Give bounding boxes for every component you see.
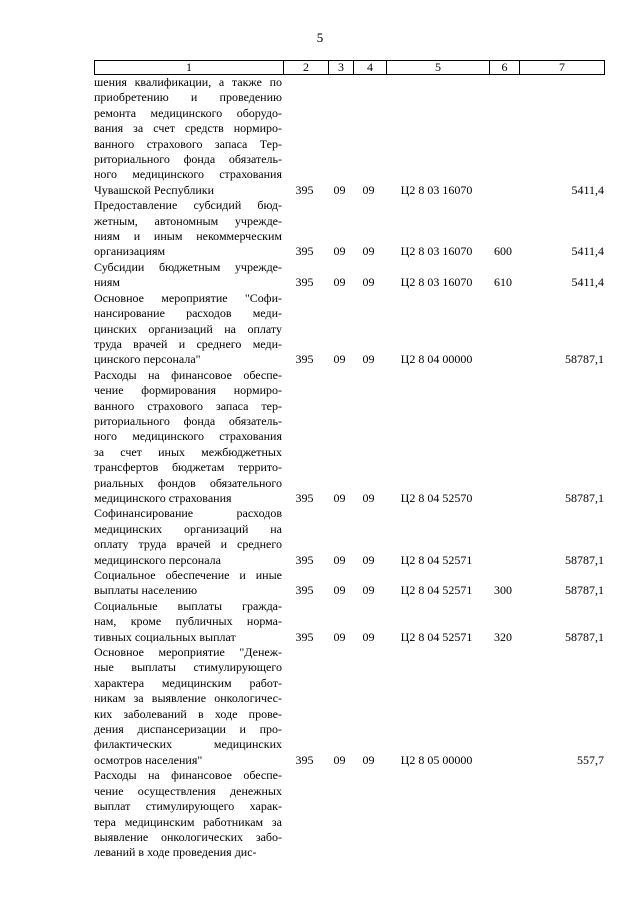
- description-line: ниям и иным некоммерческим: [94, 229, 282, 244]
- description-line: Предоставление субсидий бюд-: [94, 198, 282, 213]
- description-line: цинских организаций на оплату: [94, 321, 282, 336]
- description-line: тера медицинским работникам за: [94, 814, 282, 829]
- description-line: Софинансирование расходов: [94, 506, 282, 521]
- description-line: Социальные выплаты гражда-: [94, 598, 282, 613]
- row-cell-c7: 58787,1: [565, 629, 604, 644]
- table-row: [94, 260, 604, 291]
- row-cell-c2: 395: [295, 629, 314, 644]
- row-description: [94, 260, 282, 291]
- description-line: Расходы на финансовое обеспе-: [94, 367, 282, 382]
- description-line: ремонта медицинского оборудо-: [94, 105, 282, 120]
- row-cell-c7: 557,7: [577, 752, 604, 767]
- row-cell-c5: Ц2 8 04 52571: [400, 552, 473, 567]
- description-line: оплату труда врачей и среднего: [94, 537, 282, 552]
- row-cell-c4: 09: [362, 244, 375, 259]
- description-line: никам за выявление онкологичес-: [94, 691, 282, 706]
- row-cell-c7: 58787,1: [565, 583, 604, 598]
- description-line: шения квалификации, а также по: [94, 75, 282, 89]
- row-cell-c3: 09: [333, 182, 346, 197]
- description-line: ного медицинского страхования: [94, 167, 282, 182]
- row-cell-c4: 09: [362, 490, 375, 505]
- row-cell-c5: Ц2 8 03 16070: [400, 182, 473, 197]
- row-description: [94, 198, 282, 260]
- row-cell-c3: 09: [333, 244, 346, 259]
- description-line: нам, кроме публичных норма-: [94, 614, 282, 629]
- row-cell-c5: Ц2 8 03 16070: [400, 244, 473, 259]
- table-row: [94, 599, 604, 645]
- column-header-1: 1: [95, 61, 284, 75]
- description-line: риториального фонда обязатель-: [94, 152, 282, 167]
- row-cell-c7: 5411,4: [571, 244, 604, 259]
- column-header-row: [95, 61, 605, 75]
- row-cell-c5: Ц2 8 04 52570: [400, 490, 473, 505]
- table-row: [94, 368, 604, 507]
- row-cell-c4: 09: [362, 552, 375, 567]
- description-line: вания за счет средств нормиро-: [94, 121, 282, 136]
- row-description: [94, 75, 282, 198]
- row-cell-c6: 320: [494, 629, 512, 644]
- row-cell-c3: 09: [333, 629, 346, 644]
- row-cell-c3: 09: [333, 583, 346, 598]
- row-description: [94, 568, 282, 599]
- row-cell-c6: 610: [494, 275, 512, 290]
- column-header-table: [94, 60, 605, 75]
- description-line: чение формирования нормиро-: [94, 383, 282, 398]
- column-header-7: 7: [520, 61, 605, 75]
- description-line: риториального фонда обязатель-: [94, 413, 282, 428]
- table-row: [94, 568, 604, 599]
- page-number: 5: [316, 30, 324, 45]
- row-description: [94, 645, 282, 768]
- row-cell-c5: Ц2 8 04 52571: [400, 629, 473, 644]
- row-cell-c5: Ц2 8 05 00000: [400, 752, 473, 767]
- row-cell-c2: 395: [295, 752, 314, 767]
- row-cell-c3: 09: [333, 752, 346, 767]
- description-line: за счет иных межбюджетных: [94, 444, 282, 459]
- description-line: ные выплаты стимулирующего: [94, 660, 282, 675]
- row-cell-c3: 09: [333, 352, 346, 367]
- column-header-5: 5: [387, 61, 490, 75]
- description-line: приобретению и проведению: [94, 90, 282, 105]
- row-cell-c5: Ц2 8 03 16070: [400, 275, 473, 290]
- row-cell-c7: 58787,1: [565, 352, 604, 367]
- column-header-4: 4: [354, 61, 387, 75]
- row-cell-c5: Ц2 8 04 52571: [400, 583, 473, 598]
- row-cell-c4: 09: [362, 629, 375, 644]
- row-description: [94, 368, 282, 507]
- row-description: [94, 768, 282, 860]
- row-cell-c2: 395: [295, 275, 314, 290]
- table-row: [94, 506, 604, 568]
- row-cell-c7: 58787,1: [565, 490, 604, 505]
- table-row: [94, 768, 604, 860]
- column-header-3: 3: [329, 61, 354, 75]
- row-description: [94, 291, 282, 368]
- row-cell-c4: 09: [362, 182, 375, 197]
- table-row: [94, 645, 604, 768]
- description-line: трансфертов бюджетам террито-: [94, 460, 282, 475]
- description-line: филактических медицинских: [94, 737, 282, 752]
- description-line: ких заболеваний в ходе прове-: [94, 706, 282, 721]
- description-line: чение осуществления денежных: [94, 783, 282, 798]
- description-line: Основное мероприятие "Софи-: [94, 290, 282, 305]
- description-line: ниям: [94, 275, 120, 290]
- row-cell-c4: 09: [362, 352, 375, 367]
- description-line: выплаты населению: [94, 583, 198, 598]
- description-line: жетным, автономным учрежде-: [94, 213, 282, 228]
- row-cell-c2: 395: [295, 352, 314, 367]
- description-line: Субсидии бюджетным учрежде-: [94, 259, 282, 274]
- row-cell-c6: 600: [494, 244, 512, 259]
- row-cell-c2: 395: [295, 490, 314, 505]
- description-line: ванного страхового запаса тер-: [94, 398, 282, 413]
- row-cell-c2: 395: [295, 583, 314, 598]
- row-description: [94, 506, 282, 568]
- row-cell-c2: 395: [295, 552, 314, 567]
- row-description: [94, 599, 282, 645]
- description-line: леваний в ходе проведения дис-: [94, 845, 257, 860]
- description-line: организациям: [94, 244, 166, 259]
- row-cell-c7: 5411,4: [571, 182, 604, 197]
- description-line: тивных социальных выплат: [94, 629, 236, 644]
- row-cell-c3: 09: [333, 275, 346, 290]
- description-line: Социальное обеспечение и иные: [94, 568, 282, 582]
- description-line: характера медицинским работ-: [94, 675, 282, 690]
- description-line: дения диспансеризации и про-: [94, 722, 282, 737]
- description-line: Расходы на финансовое обеспе-: [94, 768, 282, 783]
- row-cell-c5: Ц2 8 04 00000: [400, 352, 473, 367]
- budget-table-body: [94, 75, 604, 861]
- description-line: нансирование расходов меди-: [94, 306, 282, 321]
- row-cell-c4: 09: [362, 275, 375, 290]
- table-row: [94, 291, 604, 368]
- row-cell-c4: 09: [362, 583, 375, 598]
- row-cell-c4: 09: [362, 752, 375, 767]
- row-cell-c3: 09: [333, 552, 346, 567]
- row-cell-c2: 395: [295, 182, 314, 197]
- description-line: ванного страхового запаса Тер-: [94, 136, 282, 151]
- table-row: [94, 198, 604, 260]
- description-line: риальных фондов обязательного: [94, 475, 282, 490]
- description-line: труда врачей и среднего меди-: [94, 336, 282, 351]
- row-cell-c2: 395: [295, 244, 314, 259]
- description-line: выплат стимулирующего харак-: [94, 799, 282, 814]
- description-line: цинского персонала": [94, 352, 201, 367]
- description-line: выявление онкологических забо-: [94, 829, 282, 844]
- row-cell-c7: 58787,1: [565, 552, 604, 567]
- table-row: [94, 75, 604, 198]
- description-line: ного медицинского страхования: [94, 429, 282, 444]
- row-cell-c3: 09: [333, 490, 346, 505]
- description-line: Чувашской Республики: [94, 182, 215, 197]
- description-line: медицинских организаций на: [94, 521, 282, 536]
- description-line: Основное мероприятие "Денеж-: [94, 645, 282, 660]
- row-cell-c6: 300: [494, 583, 512, 598]
- description-line: медицинского страхования: [94, 490, 232, 505]
- column-header-6: 6: [490, 61, 520, 75]
- row-cell-c7: 5411,4: [571, 275, 604, 290]
- column-header-2: 2: [284, 61, 329, 75]
- description-line: осмотров населения": [94, 752, 203, 767]
- description-line: медицинского персонала: [94, 552, 221, 567]
